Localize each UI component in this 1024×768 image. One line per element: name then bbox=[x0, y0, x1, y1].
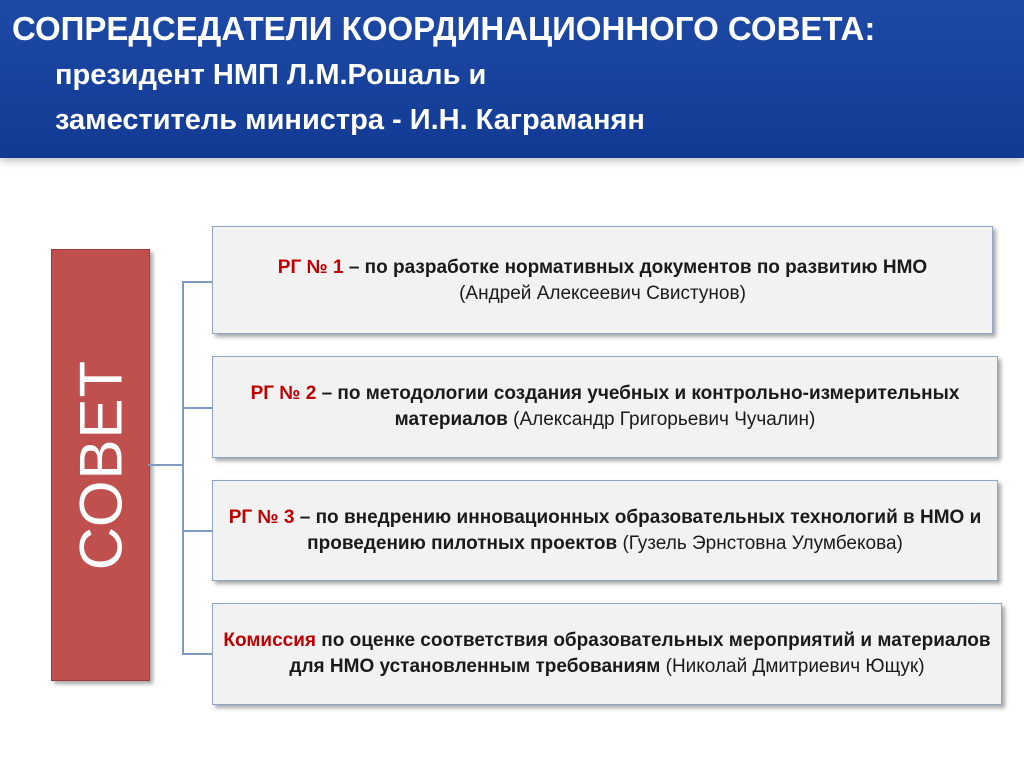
council-label: СОВЕТ bbox=[67, 359, 134, 571]
group-description: по оценке соответствия образовательных мероприятий и материалов для НМО установленным требованиям bbox=[289, 630, 991, 677]
connector-main bbox=[148, 464, 183, 466]
group-title: РГ № 1 bbox=[277, 257, 344, 278]
connector-branch-3 bbox=[182, 530, 212, 532]
group-description: – по разработке нормативных документов по развитию НМО bbox=[343, 257, 928, 278]
group-title: Комиссия bbox=[223, 630, 316, 651]
group-description: – по методологии создания учебных и контрольно-измерительных материалов bbox=[316, 383, 960, 430]
group-title: РГ № 2 bbox=[250, 383, 317, 404]
council-block bbox=[51, 249, 150, 681]
working-group-2-box bbox=[212, 356, 998, 458]
header-title: СОПРЕДСЕДАТЕЛИ КООРДИНАЦИОННОГО СОВЕТА: bbox=[12, 10, 876, 47]
group-leader: (Гузель Эрнстовна Улумбекова) bbox=[617, 532, 903, 554]
connector-branch-4 bbox=[182, 653, 212, 655]
group-leader: (Андрей Алексеевич Свистунов) bbox=[459, 283, 746, 304]
group-title: РГ № 3 bbox=[228, 506, 295, 528]
group-leader: (Николай Дмитриевич Ющук) bbox=[660, 656, 925, 677]
connector-spine bbox=[182, 281, 184, 655]
title-banner bbox=[0, 0, 1024, 158]
header-cochair-2: заместитель министра - И.Н. Каграманян bbox=[55, 104, 645, 136]
connector-branch-1 bbox=[182, 281, 212, 283]
connector-branch-2 bbox=[182, 407, 212, 409]
commission-box bbox=[212, 603, 1002, 705]
header-cochair-1: президент НМП Л.М.Рошаль и bbox=[55, 59, 487, 91]
group-description: – по внедрению инновационных образовательных технологий в НМО и проведению пилотных проектов bbox=[294, 506, 982, 554]
group-leader: (Александр Григорьевич Чучалин) bbox=[507, 409, 816, 430]
working-group-1-box bbox=[212, 226, 993, 334]
working-group-3-box bbox=[212, 480, 998, 581]
